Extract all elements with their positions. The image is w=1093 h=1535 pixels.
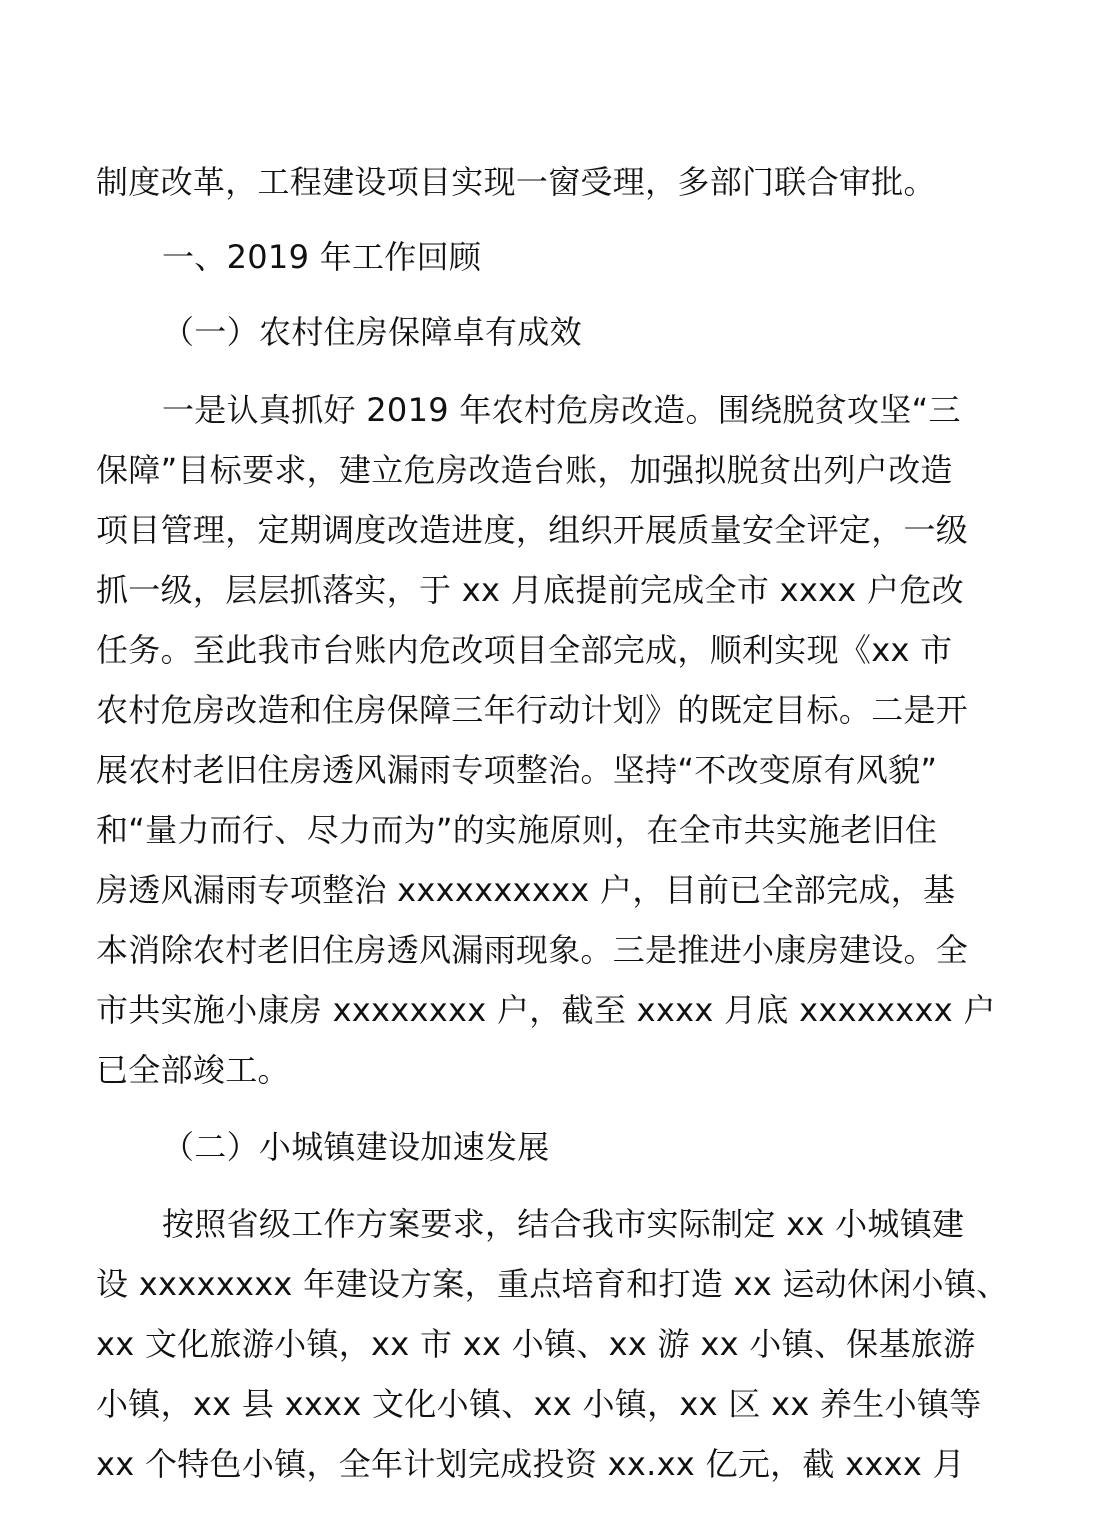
paragraph-line: 房透风漏雨专项整治 xxxxxxxxxx 户，目前已全部完成，基 [96, 871, 956, 909]
paragraph-line: 和“量力而行、尽力而为”的实施原则，在全市共实施老旧住 [96, 811, 938, 849]
paragraph-line: 制度改革，工程建设项目实现一窗受理，多部门联合审批。 [96, 163, 936, 201]
paragraph-line: 保障”目标要求，建立危房改造台账，加强拟脱贫出列户改造 [96, 451, 953, 489]
section-heading: 一、2019 年工作回顾 [162, 238, 482, 276]
paragraph-line: 本消除农村老旧住房透风漏雨现象。三是推进小康房建设。全 [96, 931, 969, 969]
paragraph-line: 展农村老旧住房透风漏雨专项整治。坚持“不改变原有风貌” [96, 751, 938, 789]
paragraph-line: 市共实施小康房 xxxxxxxx 户，截至 xxxx 月底 xxxxxxxx 户 [96, 991, 996, 1029]
paragraph-line: 农村危房改造和住房保障三年行动计划》的既定目标。二是开 [96, 691, 969, 729]
paragraph-line: 已全部竣工。 [96, 1051, 290, 1089]
paragraph-line: 项目管理，定期调度改造进度，组织开展质量安全评定，一级 [96, 511, 969, 549]
paragraph-line: 按照省级工作方案要求，结合我市实际制定 xx 小城镇建 [162, 1205, 965, 1243]
subsection-heading: （一）农村住房保障卓有成效 [162, 313, 582, 351]
paragraph-line: 设 xxxxxxxx 年建设方案，重点培育和打造 xx 运动休闲小镇、 [96, 1265, 1009, 1303]
paragraph-line: 任务。至此我市台账内危改项目全部完成，顺利实现《xx 市 [96, 631, 953, 669]
paragraph-line: xx 个特色小镇，全年计划完成投资 xx.xx 亿元，截 xxxx 月 [96, 1445, 965, 1483]
paragraph-line: 一是认真抓好 2019 年农村危房改造。围绕脱贫攻坚“三 [162, 391, 961, 429]
paragraph-line: xx 文化旅游小镇，xx 市 xx 小镇、xx 游 xx 小镇、保基旅游 [96, 1325, 976, 1363]
paragraph-line: 小镇，xx 县 xxxx 文化小镇、xx 小镇，xx 区 xx 养生小镇等 [96, 1385, 982, 1423]
subsection-heading: （二）小城镇建设加速发展 [162, 1128, 550, 1166]
paragraph-line: 抓一级，层层抓落实，于 xx 月底提前完成全市 xxxx 户危改 [96, 571, 964, 609]
